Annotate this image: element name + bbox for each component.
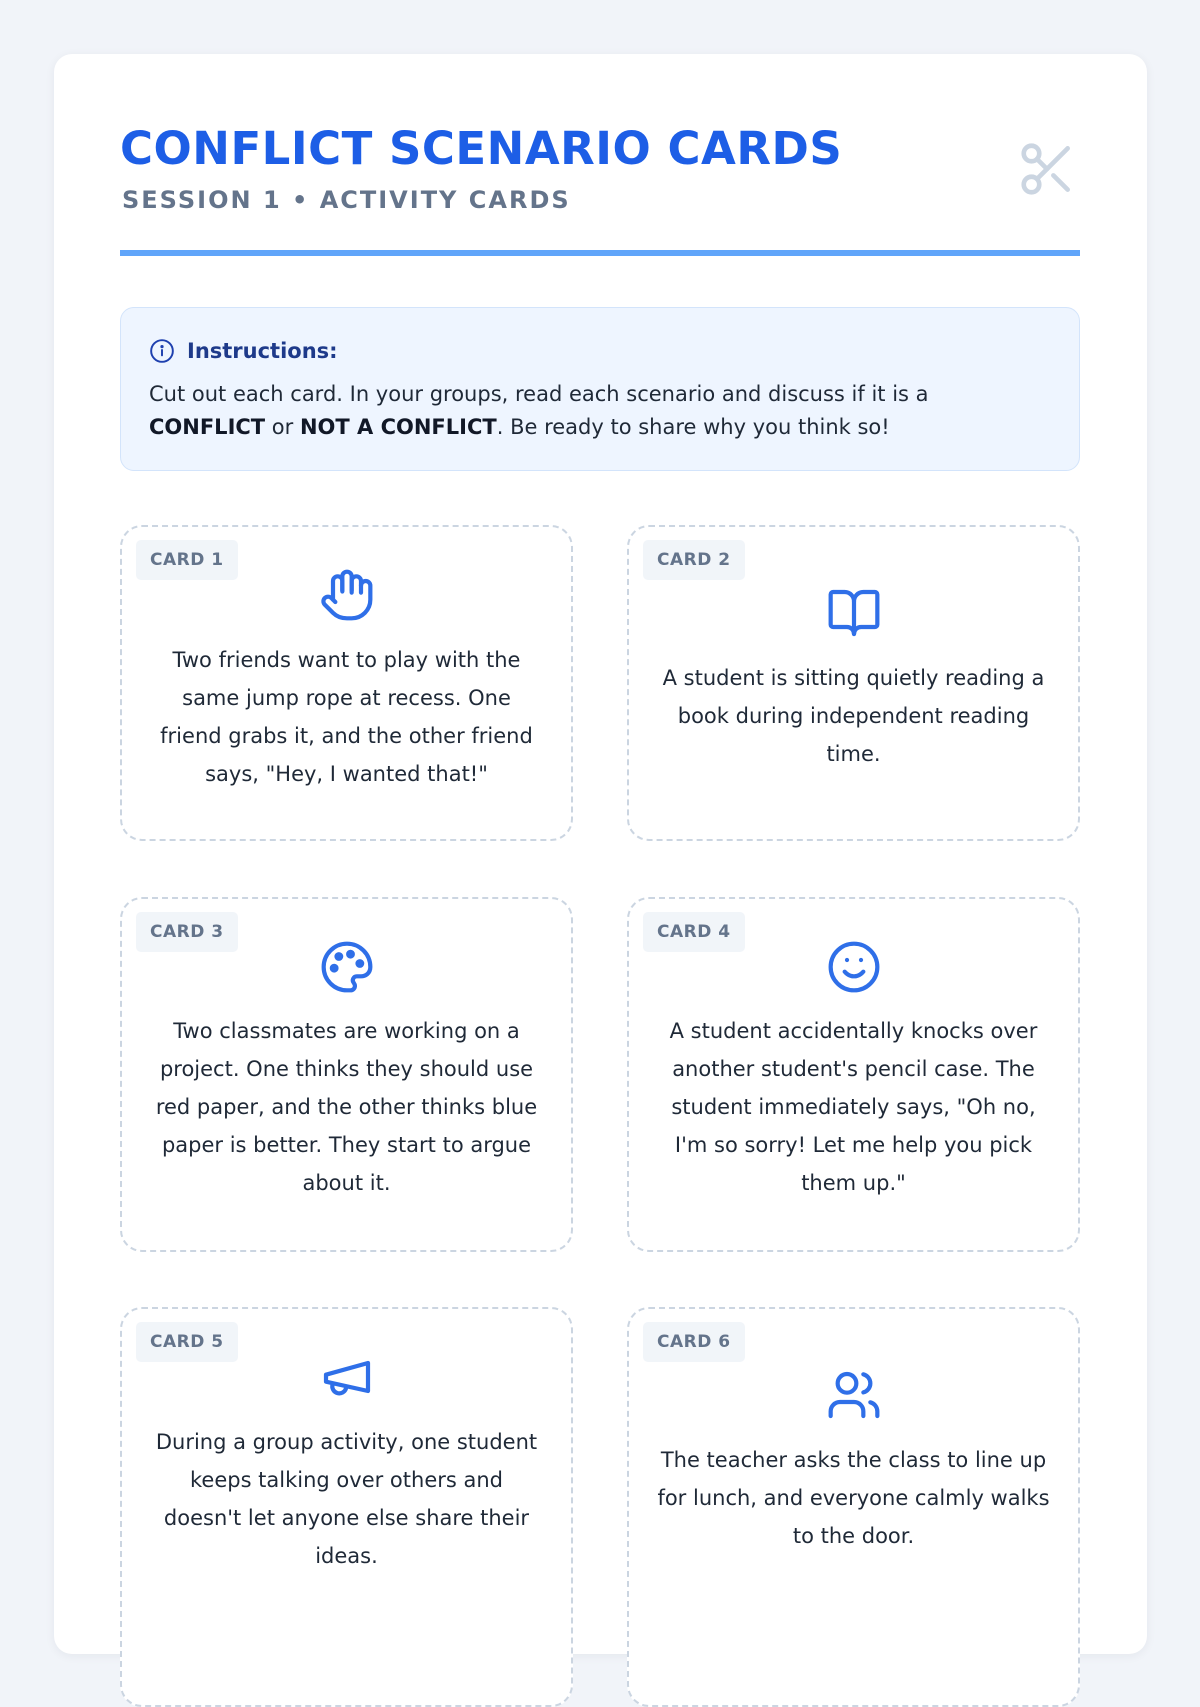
instructions-title: Instructions: bbox=[187, 339, 338, 363]
scenario-card-1 bbox=[120, 525, 573, 841]
activity-sheet bbox=[54, 54, 1147, 1654]
header bbox=[120, 122, 1080, 256]
scenario-card-3 bbox=[120, 897, 573, 1252]
card-badge: CARD 5 bbox=[136, 1322, 238, 1362]
page-subtitle: SESSION 1 • ACTIVITY CARDS bbox=[122, 186, 571, 214]
card-scenario-text: A student is sitting quietly reading a book during independent reading time. bbox=[662, 666, 1045, 766]
card-scenario-text: Two classmates are working on a project. One thinks they should use red paper, and the other thinks blue paper is better. They start to argue about it. bbox=[155, 1019, 538, 1195]
palette-icon bbox=[319, 939, 375, 995]
scenario-card-5 bbox=[120, 1307, 573, 1707]
card-scenario-text: The teacher asks the class to line up for lunch, and everyone calmly walks to the door. bbox=[657, 1448, 1050, 1548]
card-scenario-text: A student accidentally knocks over another student's pencil case. The student immediately says, "Oh no, I'm so sorry! Let me help you pick them up." bbox=[669, 1019, 1038, 1195]
scenario-card-2 bbox=[627, 525, 1080, 841]
card-badge: CARD 6 bbox=[643, 1322, 745, 1362]
card-badge: CARD 2 bbox=[643, 540, 745, 580]
card-badge: CARD 1 bbox=[136, 540, 238, 580]
instructions-text-part: Cut out each card. In your groups, read each scenario and discuss if it is a bbox=[149, 382, 929, 406]
scissors-icon bbox=[1016, 138, 1078, 200]
card-badge: CARD 4 bbox=[643, 912, 745, 952]
card-scenario-text: During a group activity, one student keeps talking over others and doesn't let anyone else share their ideas. bbox=[155, 1430, 538, 1568]
scenario-card-4 bbox=[627, 897, 1080, 1252]
book-icon bbox=[826, 585, 882, 641]
instructions-text-part: or bbox=[265, 415, 300, 439]
hand-icon bbox=[319, 567, 375, 623]
users-icon bbox=[826, 1367, 882, 1423]
instructions-box bbox=[120, 307, 1080, 471]
card-scenario-text: Two friends want to play with the same jump rope at recess. One friend grabs it, and the other friend says, "Hey, I wanted that!" bbox=[160, 648, 533, 786]
instructions-text bbox=[149, 378, 1049, 444]
smile-icon bbox=[826, 939, 882, 995]
page-title: CONFLICT SCENARIO CARDS bbox=[120, 122, 843, 175]
instructions-heading bbox=[149, 338, 338, 364]
scenario-card-6 bbox=[627, 1307, 1080, 1707]
instructions-text-part: . Be ready to share why you think so! bbox=[496, 415, 890, 439]
card-badge: CARD 3 bbox=[136, 912, 238, 952]
instructions-bold-conflict: CONFLICT bbox=[149, 415, 266, 439]
megaphone-icon bbox=[319, 1349, 375, 1405]
instructions-bold-not-conflict: NOT A CONFLICT bbox=[299, 415, 497, 439]
info-icon bbox=[149, 338, 175, 364]
